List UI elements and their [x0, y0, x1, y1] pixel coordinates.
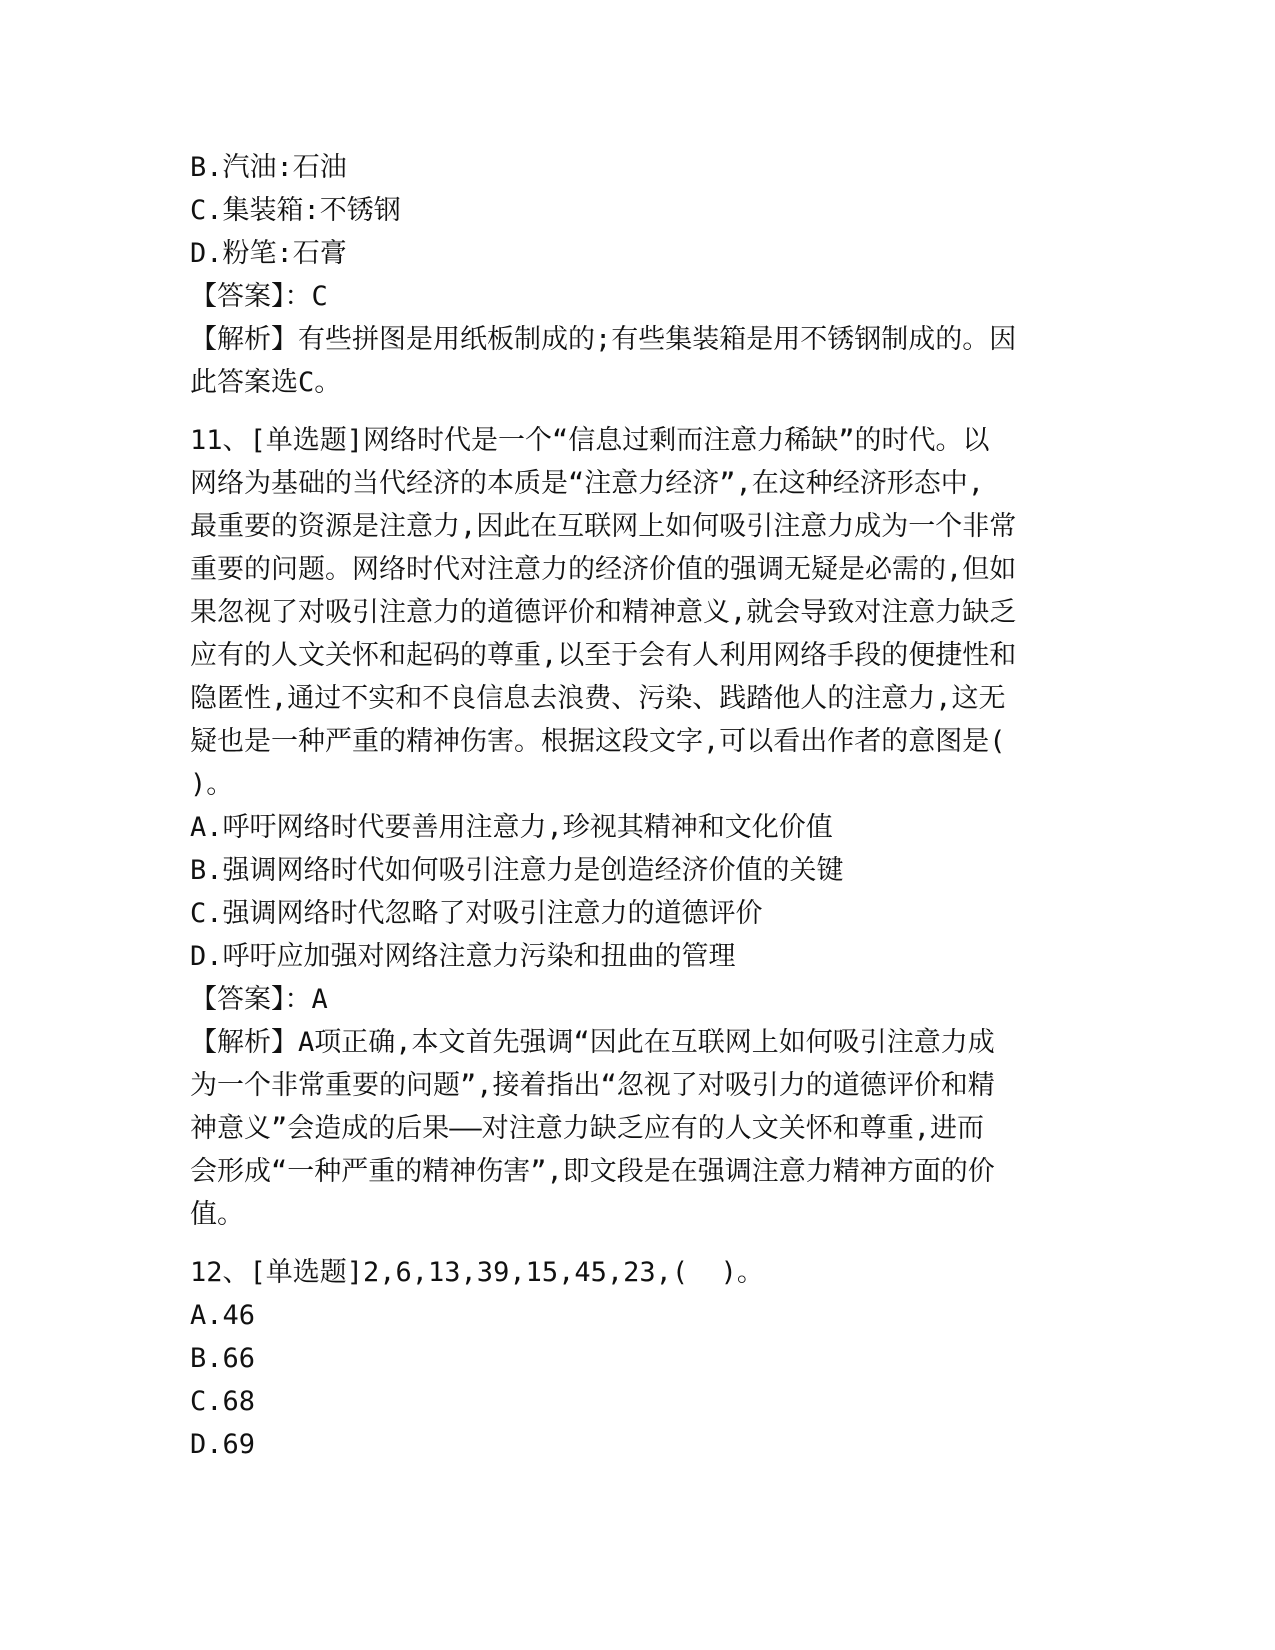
question-12 [190, 1251, 1080, 1466]
option-a: A.46 [190, 1300, 256, 1331]
answer: 【答案】：C [190, 281, 328, 312]
question-stem-line: 12、[单选题]2,6,13,39,15,45,23,( )。 [190, 1257, 764, 1288]
option-c: C.强调网络时代忽略了对吸引注意力的道德评价 [190, 898, 763, 929]
option-d: D.呼吁应加强对网络注意力污染和扭曲的管理 [190, 941, 736, 972]
option-d: D.69 [190, 1429, 256, 1460]
question-gap [190, 1236, 1080, 1251]
analysis-line: 【解析】A项正确,本文首先强调“因此在互联网上如何吸引注意力成 [190, 1027, 995, 1058]
option-c: C.68 [190, 1386, 256, 1417]
question-stem-line: 应有的人文关怀和起码的尊重,以至于会有人利用网络手段的便捷性和 [190, 640, 1017, 671]
option-a: A.呼吁网络时代要善用注意力,珍视其精神和文化价值 [190, 812, 833, 843]
question-10-tail [190, 146, 1080, 404]
option-b: B.强调网络时代如何吸引注意力是创造经济价值的关键 [190, 855, 844, 886]
option-d: D.粉笔:石膏 [190, 238, 347, 269]
question-11 [190, 419, 1080, 1236]
question-stem-line: 隐匿性,通过不实和不良信息去浪费、污染、践踏他人的注意力,这无 [190, 683, 1006, 714]
option-b: B.汽油:石油 [190, 152, 347, 183]
question-stem-line: 11、[单选题]网络时代是一个“信息过剩而注意力稀缺”的时代。以 [190, 425, 990, 456]
question-stem-line: 重要的问题。网络时代对注意力的经济价值的强调无疑是必需的,但如 [190, 554, 1017, 585]
analysis-line: 神意义”会造成的后果——对注意力缺乏应有的人文关怀和尊重,进而 [190, 1113, 985, 1144]
question-stem-line: 最重要的资源是注意力,因此在互联网上如何吸引注意力成为一个非常 [190, 511, 1017, 542]
analysis-line: 此答案选C。 [190, 367, 342, 398]
question-stem-line: 果忽视了对吸引注意力的道德评价和精神意义,就会导致对注意力缺乏 [190, 597, 1017, 628]
analysis-line: 会形成“一种严重的精神伤害”,即文段是在强调注意力精神方面的价 [190, 1156, 995, 1187]
analysis-line: 值。 [190, 1199, 244, 1230]
analysis-line: 为一个非常重要的问题”,接着指出“忽视了对吸引力的道德评价和精 [190, 1070, 995, 1101]
question-gap [190, 404, 1080, 419]
analysis-line: 【解析】有些拼图是用纸板制成的;有些集装箱是用不锈钢制成的。因 [190, 324, 1017, 355]
option-b: B.66 [190, 1343, 256, 1374]
question-stem-line: )。 [190, 769, 234, 800]
option-c: C.集装箱:不锈钢 [190, 195, 401, 226]
exam-content [190, 146, 1080, 1466]
question-stem-line: 网络为基础的当代经济的本质是“注意力经济”,在这种经济形态中, [190, 468, 985, 499]
question-stem-line: 疑也是一种严重的精神伤害。根据这段文字,可以看出作者的意图是( [190, 726, 1006, 757]
answer: 【答案】：A [190, 984, 328, 1015]
